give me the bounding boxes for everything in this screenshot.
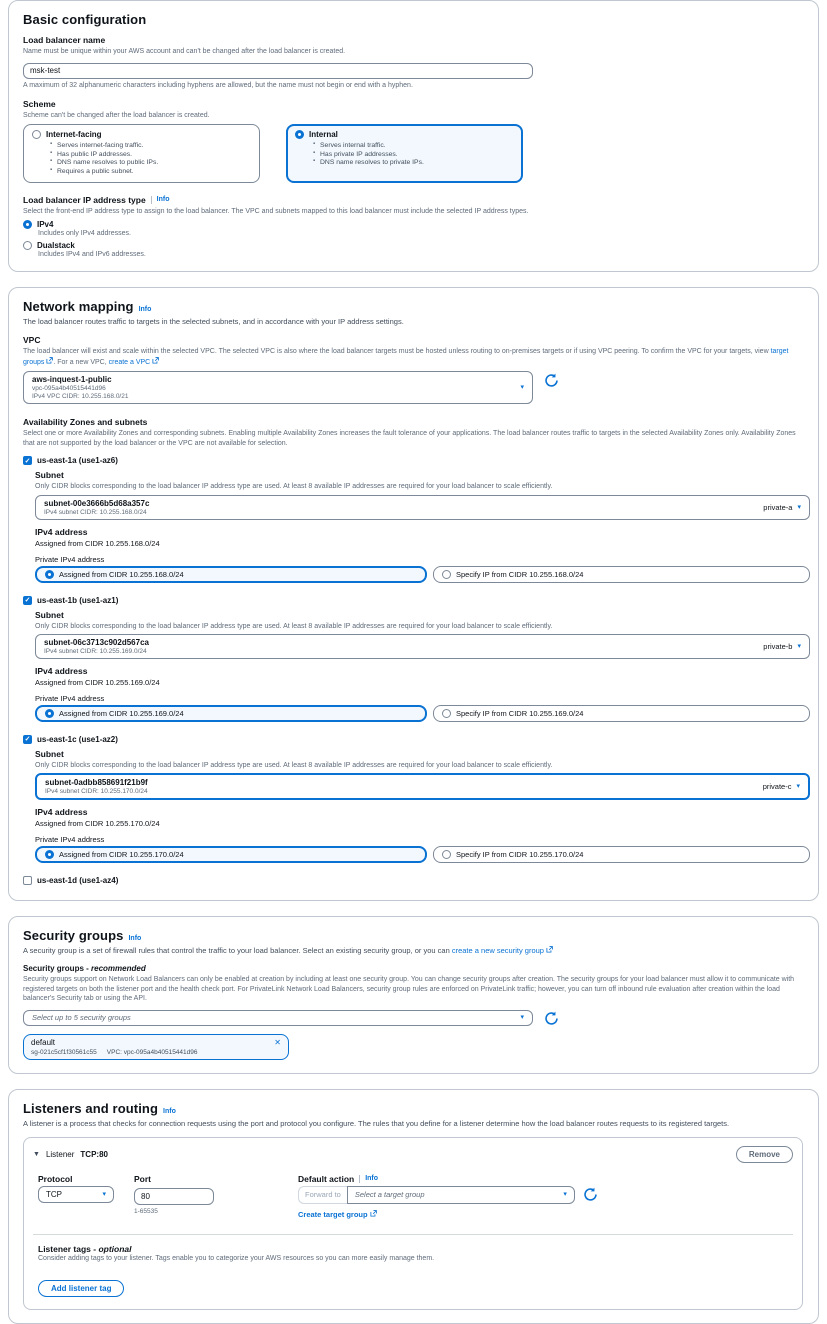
az-checkbox-us-east-1a[interactable] (23, 456, 803, 465)
lb-name-description: Name must be unique within your AWS account and can't be changed after the load balancer is created. (23, 48, 346, 55)
chevron-down-icon: ▾ (797, 503, 801, 511)
create-target-group-link[interactable] (298, 1210, 377, 1219)
chevron-down-icon: ▾ (796, 783, 800, 791)
scheme-bullet: ▪ Requires a public subnet. (50, 168, 251, 175)
az-block-us-east-1b (23, 596, 803, 722)
create-target-group-text: Create target group (298, 1209, 368, 1219)
private-ip-specify-option[interactable] (433, 846, 810, 863)
divider (33, 1234, 793, 1235)
az-checkbox-us-east-1c[interactable] (23, 735, 803, 744)
listener-tags-label (38, 1244, 793, 1254)
network-mapping-description: The load balancer routes traffic to targets in the selected subnets, and in accordance with your IP address settings. (23, 317, 404, 327)
add-listener-tag-button[interactable]: Add listener tag (38, 1280, 124, 1297)
radio-unselected-icon[interactable] (442, 709, 451, 718)
listener-tags-label-em: optional (98, 1243, 132, 1254)
security-group-token (23, 1034, 289, 1060)
subnet-id: subnet-06c3713c902d567ca (44, 637, 149, 647)
chevron-down-icon: ▾ (520, 1014, 524, 1022)
az-label: Availability Zones and subnets (23, 417, 148, 428)
private-ip-assigned-label: Assigned from CIDR 10.255.168.0/24 (59, 569, 184, 579)
listener-tags-description: Consider adding tags to your listener. Tags enable you to categorize your AWS resources so you can more easily manage them. (38, 1254, 435, 1262)
scheme-option-label: Internet-facing (46, 130, 102, 140)
security-group-token-id: sg-021c5cf1f30561c55 (31, 1048, 97, 1056)
security-groups-field-label-em: recommended (91, 964, 146, 974)
network-mapping-info-link[interactable]: Info (138, 306, 152, 314)
security-groups-placeholder: Select up to 5 security groups (32, 1013, 131, 1023)
radio-selected-icon[interactable] (45, 850, 54, 859)
ipv4-address-label: IPv4 address (35, 665, 88, 676)
target-group-placeholder: Select a target group (354, 1190, 425, 1200)
ipv4-address-label: IPv4 address (35, 807, 88, 818)
private-ip-specify-label: Specify IP from CIDR 10.255.169.0/24 (456, 708, 584, 718)
vpc-desc-text: The load balancer will exist and scale within the selected VPC. The selected VPC is also where the load balancer targets must be hosted unless routing to on-premises targets or if using VPC peering. To confirm the VPC for your targets, view (23, 348, 771, 356)
refresh-icon[interactable] (583, 1187, 598, 1202)
lb-name-constraint: A maximum of 32 alphanumeric characters including hyphens are allowed, but the name must not begin or end with a hyphen. (23, 81, 413, 89)
az-block-us-east-1c (23, 735, 803, 863)
radio-unselected-icon[interactable] (32, 130, 41, 139)
scheme-label: Scheme (23, 98, 56, 109)
radio-selected-icon[interactable] (23, 220, 32, 229)
az-checkbox-label: us-east-1b (use1-az1) (37, 595, 119, 605)
refresh-icon[interactable] (544, 1011, 559, 1026)
vpc-select-name: aws-inquest-1-public (32, 375, 112, 385)
ip-type-description: Select the front-end IP address type to assign to the load balancer. The VPC and subnets mapped to this load balancer must include the selected IP address types. (23, 207, 529, 215)
protocol-label: Protocol (38, 1173, 73, 1184)
listener-label: Listener (45, 1149, 75, 1159)
scheme-bullet: ▪ DNS name resolves to public IPs. (50, 159, 251, 166)
listener-value: TCP:80 (80, 1149, 108, 1159)
subnet-tag: private-b (763, 641, 793, 651)
port-input[interactable] (134, 1188, 214, 1205)
subnet-tag: private-c (762, 782, 792, 792)
default-action-info-link[interactable]: Info (365, 1175, 379, 1183)
target-groups-link[interactable]: target groups (23, 348, 789, 366)
basic-configuration-title: Basic configuration (23, 12, 147, 27)
radio-unselected-icon[interactable] (23, 241, 32, 250)
security-groups-title: Security groups (23, 928, 124, 944)
chevron-down-icon: ▾ (102, 1190, 106, 1198)
collapse-icon[interactable]: ▼ (33, 1150, 40, 1158)
remove-listener-button[interactable]: Remove (736, 1146, 793, 1163)
subnet-select-us-east-1a[interactable] (35, 495, 810, 520)
subnet-description: Only CIDR blocks corresponding to the load balancer IP address type are used. At least 8 available IP addresses are required for your load balancer to scale efficiently. (35, 622, 553, 630)
az-checkbox-us-east-1d[interactable] (23, 876, 803, 885)
ip-option-description: Includes only IPv4 addresses. (38, 230, 131, 238)
az-description: Select one or more Availability Zones and corresponding subnets. Enabling multiple Availability Zones increases the fault tolerance of your applications. The load balancer routes traffic to targets in the selected Availability Zones only. Availability Zones that are not supported by the load balancer or the VPC are not available for selection. (23, 430, 796, 447)
private-ip-specify-label: Specify IP from CIDR 10.255.170.0/24 (456, 850, 584, 860)
private-ipv4-label: Private IPv4 address (35, 835, 105, 845)
listeners-description: A listener is a process that checks for connection requests using the port and protocol you configure. The rules that you define for a listener determine how the load balancer routes requests to its registered targets. (23, 1118, 730, 1128)
vpc-desc-text: . For a new VPC, (53, 358, 109, 366)
private-ipv4-label: Private IPv4 address (35, 554, 105, 564)
ip-option-label: Dualstack (37, 241, 75, 251)
vpc-select[interactable] (23, 371, 533, 404)
vpc-select-id: vpc-095a4b40515441d96 (32, 385, 106, 393)
ipv4-address-label: IPv4 address (35, 526, 88, 537)
scheme-description: Scheme can't be changed after the load balancer is created. (23, 111, 210, 119)
external-link-icon (370, 1210, 377, 1217)
private-ip-specify-option[interactable] (433, 705, 810, 722)
vpc-select-cidr: IPv4 VPC CIDR: 10.255.168.0/21 (32, 393, 129, 401)
security-groups-field-description: Security groups support on Network Load Balancers can only be enabled at creation by including at least one security group. You can change security groups after creation. The security groups for your load balancer must allow it to communicate with registered targets on both the listener port and the health check port. For PrivateLink Network Load Balancers, security group rules are enforced on PrivateLink traffic; however, you can turn off inbound rule evaluation after creation within the load balancer's Security tab or using the API. (23, 976, 795, 1003)
subnet-description: Only CIDR blocks corresponding to the load balancer IP address type are used. At least 8 available IP addresses are required for your load balancer to scale efficiently. (35, 761, 553, 769)
ipv4-assigned-value: Assigned from CIDR 10.255.169.0/24 (35, 677, 160, 687)
create-vpc-link[interactable]: create a VPC (108, 358, 151, 366)
close-icon[interactable]: ✕ (274, 1037, 281, 1047)
checkbox-checked-icon[interactable]: ✓ (24, 597, 31, 604)
subnet-id: subnet-0adbb858691f21b9f (45, 778, 148, 788)
ipv4-assigned-value: Assigned from CIDR 10.255.170.0/24 (35, 819, 160, 829)
subnet-tag: private-a (763, 502, 793, 512)
forward-to-label: Forward to (298, 1186, 347, 1204)
scheme-bullet: ▪ Serves internet-facing traffic. (50, 142, 251, 149)
private-ip-assigned-option[interactable] (35, 705, 427, 722)
private-ip-assigned-option[interactable] (35, 566, 427, 583)
listeners-title: Listeners and routing (23, 1100, 159, 1116)
target-group-select[interactable] (347, 1186, 575, 1204)
subnet-label: Subnet (35, 609, 64, 620)
network-mapping-title: Network mapping (23, 299, 134, 315)
chevron-down-icon: ▾ (520, 384, 524, 392)
vpc-description (23, 347, 803, 367)
az-checkbox-label: us-east-1a (use1-az6) (37, 456, 118, 466)
subnet-description: Only CIDR blocks corresponding to the load balancer IP address type are used. At least 8 available IP addresses are required for your load balancer to scale efficiently. (35, 483, 553, 491)
subnet-cidr: IPv4 subnet CIDR: 10.255.170.0/24 (45, 788, 148, 796)
subnet-select-us-east-1c[interactable] (35, 773, 810, 800)
checkbox-checked-icon[interactable]: ✓ (24, 457, 31, 465)
security-desc-text: A security group is a set of firewall rules that control the traffic to your load balancer. Select an existing security group, or you can (23, 946, 452, 956)
listeners-section (8, 1089, 819, 1324)
divider (151, 196, 152, 204)
ip-type-label: Load balancer IP address type (23, 194, 146, 205)
vpc-label: VPC (23, 335, 41, 346)
private-ipv4-label: Private IPv4 address (35, 693, 105, 703)
protocol-value: TCP (46, 1189, 62, 1199)
security-groups-select[interactable] (23, 1010, 533, 1026)
lb-name-label: Load balancer name (23, 35, 106, 45)
scheme-option-label: Internal (309, 130, 338, 140)
external-link-icon (546, 946, 553, 953)
network-mapping-section (8, 287, 819, 901)
security-groups-field-label-text: Security groups - (23, 964, 92, 974)
ip-option-description: Includes IPv4 and IPv6 addresses. (38, 251, 146, 259)
listener-panel (23, 1137, 803, 1310)
radio-unselected-icon[interactable] (442, 850, 451, 859)
radio-unselected-icon[interactable] (442, 570, 451, 579)
radio-selected-icon[interactable] (45, 570, 54, 579)
security-group-token-name: default (31, 1037, 56, 1047)
radio-selected-icon[interactable] (45, 709, 54, 718)
port-hint: 1-65535 (134, 1207, 158, 1215)
scheme-bullet: ▪ Has private IP addresses. (313, 151, 514, 158)
ip-option-ipv4[interactable] (23, 220, 803, 237)
private-ip-assigned-label: Assigned from CIDR 10.255.169.0/24 (59, 708, 184, 718)
basic-configuration-section (8, 0, 819, 272)
checkbox-checked-icon[interactable]: ✓ (24, 736, 31, 744)
private-ip-specify-option[interactable] (433, 566, 810, 583)
lb-name-input[interactable] (23, 63, 533, 79)
divider (359, 1175, 360, 1183)
az-block-us-east-1a (23, 456, 803, 582)
ip-option-dualstack[interactable] (23, 241, 803, 258)
subnet-label: Subnet (35, 470, 64, 481)
scheme-bullet: ▪ DNS name resolves to private IPs. (313, 159, 514, 166)
private-ip-specify-label: Specify IP from CIDR 10.255.168.0/24 (456, 569, 584, 579)
scheme-option-internet-facing[interactable] (23, 124, 260, 183)
security-groups-field-label (23, 964, 803, 973)
create-security-group-link[interactable]: create a new security group (451, 946, 544, 956)
security-groups-info-link[interactable]: Info (128, 935, 142, 943)
az-checkbox-label: us-east-1d (use1-az4) (37, 876, 119, 886)
subnet-label: Subnet (35, 748, 64, 759)
ipv4-assigned-value: Assigned from CIDR 10.255.168.0/24 (35, 538, 160, 548)
refresh-icon[interactable] (544, 373, 559, 388)
subnet-select-us-east-1b[interactable] (35, 634, 810, 659)
listener-tags-label-text: Listener tags - (38, 1243, 99, 1254)
external-link-icon (152, 357, 159, 364)
private-ip-assigned-label: Assigned from CIDR 10.255.170.0/24 (59, 850, 184, 860)
listeners-info-link[interactable]: Info (163, 1107, 176, 1115)
subnet-id: subnet-00e3666b5d68a357c (44, 498, 150, 508)
protocol-select[interactable] (38, 1186, 114, 1203)
port-label: Port (134, 1173, 151, 1184)
security-groups-section (8, 916, 819, 1073)
checkbox-unchecked-icon[interactable] (23, 876, 32, 885)
subnet-cidr: IPv4 subnet CIDR: 10.255.169.0/24 (44, 647, 147, 655)
scheme-bullet: ▪ Serves internal traffic. (313, 142, 514, 149)
chevron-down-icon: ▾ (563, 1191, 567, 1199)
az-checkbox-us-east-1b[interactable] (23, 596, 803, 605)
scheme-bullet: ▪ Has public IP addresses. (50, 151, 251, 158)
ip-type-info-link[interactable]: Info (156, 196, 170, 204)
az-checkbox-label: us-east-1c (use1-az2) (37, 734, 118, 744)
subnet-cidr: IPv4 subnet CIDR: 10.255.168.0/24 (44, 508, 147, 516)
private-ip-assigned-option[interactable] (35, 846, 427, 863)
default-action-label: Default action (298, 1173, 355, 1184)
scheme-option-internal[interactable] (286, 124, 523, 183)
security-groups-description (23, 946, 803, 955)
radio-selected-icon[interactable] (295, 130, 304, 139)
ip-option-label: IPv4 (37, 220, 54, 230)
chevron-down-icon: ▾ (797, 642, 801, 650)
security-group-token-vpc: VPC: vpc-095a4b40515441d96 (106, 1048, 198, 1056)
